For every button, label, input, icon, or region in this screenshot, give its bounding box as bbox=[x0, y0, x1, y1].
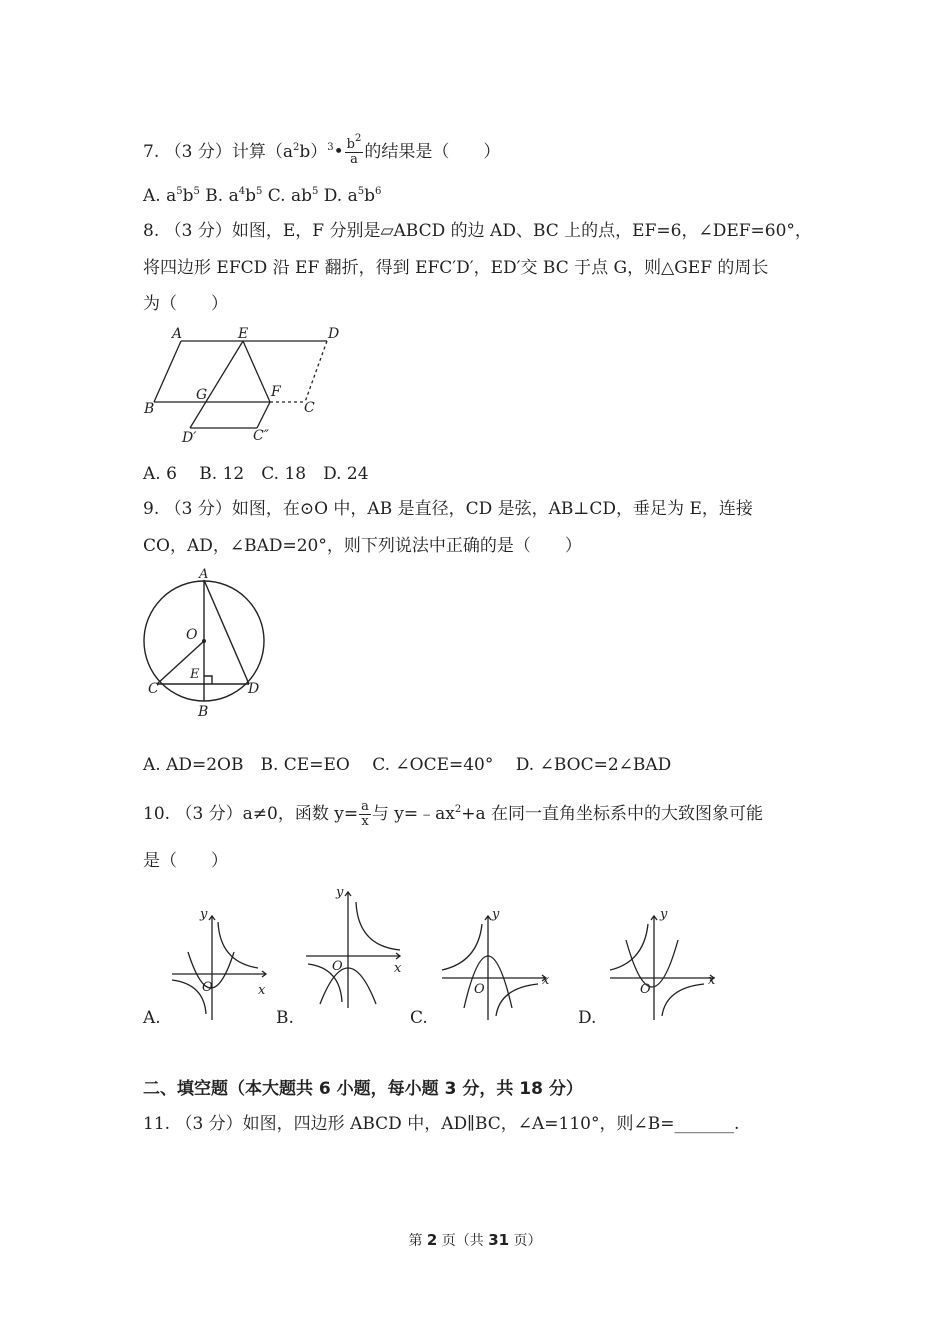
q9-label-b: B bbox=[198, 704, 209, 720]
q10a-label-x: x bbox=[258, 983, 266, 998]
q11-end: . bbox=[733, 1114, 740, 1134]
q7-opt-a: A. a bbox=[143, 186, 177, 206]
q10-stem-c: +a 在同一直角坐标系中的大致图象可能 bbox=[461, 804, 764, 824]
q10-graph-a bbox=[168, 904, 278, 1024]
q8-label-d-prime: D′ bbox=[182, 430, 197, 446]
q10-option-c-label: C. bbox=[410, 1008, 428, 1028]
q9-figure bbox=[140, 566, 280, 720]
q7-frac-num: b bbox=[346, 137, 355, 152]
q10d-label-o: O bbox=[640, 982, 651, 997]
q10c-label-y: y bbox=[492, 907, 500, 922]
q10d-label-y: y bbox=[660, 907, 668, 922]
q10d-hyperbola-q2 bbox=[610, 924, 648, 970]
q10-graph-b bbox=[302, 882, 412, 1012]
footer-post: 页） bbox=[509, 1233, 542, 1249]
q11-blank: _______ bbox=[674, 1114, 734, 1134]
q10a-label-y: y bbox=[200, 907, 208, 922]
footer-page-number: 2 bbox=[426, 1231, 438, 1249]
q7-fraction bbox=[345, 133, 364, 167]
q9-right-angle bbox=[204, 676, 212, 684]
q10-stem-b: 与 y=﹣ax bbox=[371, 804, 455, 824]
q7-options bbox=[143, 185, 381, 207]
q10-fraction bbox=[359, 800, 371, 829]
q8-edge-dc bbox=[305, 341, 327, 402]
q9-label-d: D bbox=[248, 681, 260, 697]
q10-option-a-label: A. bbox=[143, 1008, 161, 1028]
q10c-hyperbola-q2 bbox=[442, 924, 482, 970]
q8-figure bbox=[140, 322, 360, 446]
q10-line1 bbox=[143, 800, 763, 829]
q10c-hyperbola-q4 bbox=[496, 984, 538, 1016]
q8-edge-c2f bbox=[257, 402, 270, 428]
q9-line1: 9. （3 分）如图，在⊙O 中，AB 是直径，CD 是弦，AB⊥CD，垂足为 E，连接 bbox=[143, 499, 753, 519]
q8-label-b: B bbox=[144, 401, 155, 417]
q10-graph-d bbox=[606, 904, 726, 1024]
footer-total-pages: 31 bbox=[488, 1231, 510, 1249]
q10c-label-o: O bbox=[474, 982, 485, 997]
q10c-label-x: x bbox=[542, 973, 550, 988]
q10-option-b-label: B. bbox=[276, 1008, 294, 1028]
q8-label-f: F bbox=[271, 384, 281, 400]
q7-opt-b: B. a bbox=[199, 186, 239, 206]
q11-line bbox=[143, 1113, 739, 1135]
q10b-hyperbola-q1 bbox=[356, 902, 400, 950]
q7-opt-d-mid: b bbox=[364, 186, 376, 206]
q7-stem-a: 7. （3 分）计算（a bbox=[143, 142, 293, 162]
q10a-label-o: O bbox=[202, 980, 213, 995]
q7-sup1: 2 bbox=[292, 142, 300, 153]
q8-line1: 8. （3 分）如图，E，F 分别是▱ABCD 的边 AD、BC 上的点，EF=6，∠DEF=60°， bbox=[143, 221, 812, 241]
q8-label-c: C bbox=[304, 400, 315, 416]
q9-label-o: O bbox=[186, 627, 198, 643]
q9-center-dot bbox=[202, 639, 206, 643]
q10-frac-num: a bbox=[361, 799, 369, 814]
q7-opt-b-s1: 4 bbox=[238, 186, 246, 197]
q10a-hyperbola-q3 bbox=[172, 980, 206, 1014]
q7-opt-a-s1: 5 bbox=[176, 186, 183, 197]
q8-edge-ed2 bbox=[190, 341, 243, 428]
q7-dot: • bbox=[333, 142, 344, 162]
q7-sup2: 3 bbox=[327, 142, 334, 153]
q9-label-e: E bbox=[190, 667, 200, 682]
q8-options: A. 6 B. 12 C. 18 D. 24 bbox=[143, 464, 369, 484]
q8-edge-ab bbox=[154, 341, 181, 402]
q8-label-c-prime: C″ bbox=[253, 428, 269, 444]
q7-opt-d-s2: 6 bbox=[375, 186, 382, 197]
q10d-hyperbola-q4 bbox=[662, 984, 704, 1016]
q7-opt-b-s2: 5 bbox=[255, 186, 263, 197]
q8-line2: 将四边形 EFCD 沿 EF 翻折，得到 EFC′D′，ED′交 BC 于点 G，则△GEF 的周长 bbox=[143, 258, 769, 278]
q8-line3: 为（ ） bbox=[143, 294, 228, 314]
q10-graph-c bbox=[438, 904, 558, 1024]
q7-opt-d-s1: 5 bbox=[357, 186, 365, 197]
q7-opt-a-s2: 5 bbox=[193, 186, 200, 197]
q10b-label-x: x bbox=[394, 961, 402, 976]
q10d-parabola bbox=[626, 940, 678, 987]
q7-stem bbox=[143, 133, 501, 167]
q7-frac-den: a bbox=[350, 152, 358, 167]
page-footer bbox=[0, 1230, 950, 1250]
q10a-hyperbola-q1 bbox=[218, 922, 258, 968]
q11-text: 11. （3 分）如图，四边形 ABCD 中，AD∥BC，∠A=110°，则∠B= bbox=[143, 1114, 675, 1134]
q10-sup: 2 bbox=[454, 804, 462, 815]
q9-options: A. AD=2OB B. CE=EO C. ∠OCE=40° D. ∠BOC=2∠BAD bbox=[143, 755, 672, 775]
q10b-label-y: y bbox=[336, 885, 344, 900]
q10-stem-a: 10. （3 分）a≠0，函数 y= bbox=[143, 804, 359, 824]
q9-line2: CO，AD，∠BAD=20°，则下列说法中正确的是（ ） bbox=[143, 536, 582, 556]
q9-label-c: C bbox=[148, 681, 159, 697]
q10-option-d-label: D. bbox=[578, 1008, 597, 1028]
q7-opt-a-mid: b bbox=[182, 186, 194, 206]
section2-heading: 二、填空题（本大题共 6 小题，每小题 3 分，共 18 分） bbox=[143, 1079, 583, 1099]
q10-line2: 是（ ） bbox=[143, 851, 228, 871]
q9-label-a: A bbox=[199, 567, 209, 582]
q8-label-g: G bbox=[196, 387, 208, 403]
q7-opt-c: C. ab bbox=[262, 186, 312, 206]
q8-label-d: D bbox=[328, 326, 340, 342]
footer-pre: 第 bbox=[408, 1233, 427, 1249]
q7-frac-num-sup: 2 bbox=[354, 133, 362, 144]
q8-label-a: A bbox=[172, 326, 183, 342]
q7-opt-c-s1: 5 bbox=[312, 186, 319, 197]
footer-mid: 页（共 bbox=[437, 1233, 489, 1249]
q10b-label-o: O bbox=[332, 959, 343, 974]
q7-opt-b-mid: b bbox=[245, 186, 256, 206]
q7-stem-b: b） bbox=[299, 142, 328, 162]
q10d-label-x: x bbox=[708, 973, 716, 988]
q10-frac-den: x bbox=[361, 814, 369, 829]
q8-label-e: E bbox=[238, 326, 249, 342]
q8-edge-ef bbox=[243, 341, 270, 402]
q7-opt-d: D. a bbox=[318, 186, 358, 206]
q7-stem-c: 的结果是（ ） bbox=[364, 142, 501, 162]
